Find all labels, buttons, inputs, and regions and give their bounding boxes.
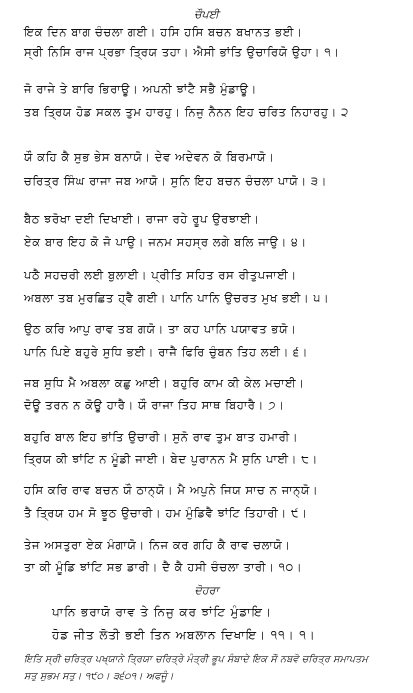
verse-2-line-2: ਤਬ ਤ੍ਰਿਯ ਹੋਡ ਸਕਲ ਤੁਮ ਹਾਰਹੁ। ਨਿਜੁ ਨੈਨਨ ਇਹ ਚਰਿਤ ਨਿਹਾਰਹੁ। ੨ — [24, 105, 349, 119]
dohra-line-2: ਹੋਡ ਜੀਤ ਲੋਤੀ ਭਈ ਤਿਨ ਅਬਲਾਨ ਦਿਖਾਇ। ੧੧। ੧। — [52, 628, 316, 642]
verse-10-line-2: ਤਾ ਕੀ ਮੂੰਡਿ ਝਾਂਟਿ ਸਭ ਡਾਰੀ। ਦੈ ਕੈ ਹਸੀ ਚੰਚਲਾ ਤਾਰੀ। ੧੦। — [24, 560, 303, 574]
verse-4-line-2: ਏਕ ਬਾਰ ਇਹ ਕੋ ਜੋ ਪਾਉ। ਜਨਮ ਸਹਸ੍ਰ ਲਗੇ ਬਲਿ ਜਾਉ। ੪। — [24, 235, 307, 249]
verse-7-line-2: ਦੋਊ ਤਰਨ ਨ ਕੋਊ ਹਾਰੈ। ਯੌ ਰਾਜਾ ਤਿਹ ਸਾਥ ਬਿਹਾਰੈ। ੭। — [24, 398, 285, 412]
verse-4-line-1: ਬੈਠ ਝਰੋਖਾ ਦਈ ਦਿਖਾਈ। ਰਾਜਾ ਰਹੇ ਰੂਪ ਉਰਝਾਈ। — [24, 212, 260, 226]
verse-5-line-2: ਅਬਲਾ ਤਬ ਮੁਰਛਿਤ ਹ੍ਵੈ ਗਈ। ਪਾਨਿ ਪਾਨਿ ਉਚਰਤ ਮੁਖ ਭਈ। ੫। — [24, 291, 330, 305]
verse-8-line-2: ਤ੍ਰਿਯ ਕੀ ਝਾਂਟਿ ਨ ਮੂੰਡੀ ਜਾਈ। ਬੇਦ ਪੁਰਾਨਨ ਮੈ ਸੁਨਿ ਪਾਈ। ੮। — [24, 452, 318, 466]
dohra-line-1: ਪਾਨਿ ਭਰਾਯੋ ਰਾਵ ਤੇ ਨਿਜੁ ਕਰ ਝਾਂਟਿ ਮੁੰਡਾਇ। — [52, 605, 272, 619]
dohra-heading: ਦੋਹਰਾ — [194, 584, 219, 597]
verse-9-line-1: ਹਸਿ ਕਰਿ ਰਾਵ ਬਚਨ ਯੌ ਠਾਨ੍ਯੋ। ਮੈ ਅਪੁਨੇ ਜਿਯ ਸਾਚ ਨ ਜਾਨ੍ਯੋ। — [24, 483, 319, 497]
verse-7-line-1: ਜਬ ਸੁਧਿ ਮੈ ਅਬਲਾ ਕਛੁ ਆਈ। ਬਹੁਰਿ ਕਾਮ ਕੀ ਕੇਲ ਮਚਾਈ। — [24, 376, 305, 390]
verse-9-line-2: ਤੈ ਤ੍ਰਿਯ ਹਮ ਸੋ ਝੂਠ ਉਚਾਰੀ। ਹਮ ਮੁੰਡਿਵੈ ਝਾਂਟਿ ਤਿਹਾਰੀ। ੯। — [24, 506, 308, 520]
verse-2-line-1: ਜੋ ਰਾਜੇ ਤੇ ਬਾਰਿ ਭਿਰਾਊ। ਅਪਨੀ ਝਾਂਟੈ ਸਭੈ ਮੁੰਡਾਊ। — [24, 82, 257, 96]
colophon-line-1: ਇਤਿ ਸ੍ਰੀ ਚਰਿਤ੍ਰ ਪਖ੍ਯਾਨੇ ਤ੍ਰਿਯਾ ਚਰਿਤ੍ਰੇ ਮੰਤ੍ਰੀ ਭੂਪ ਸੰਬਾਦੇ ਇਕ ਸੌ ਨਬਵੋ ਚਰਿਤ੍ਰ ਸਮਾਪਤਮ — [24, 654, 368, 665]
chaupai-heading: ਚੌਪਈ — [194, 8, 219, 21]
verse-3-line-1: ਯੌ ਕਹਿ ਕੈ ਸੁਭ ਭੇਸ ਬਨਾਯੋ। ਦੇਵ ਅਦੇਵਨ ਕੋ ਬਿਰਮਾਯੋ। — [24, 150, 275, 164]
verse-6-line-2: ਪਾਨਿ ਪਿਏ ਬਹੁਰੇ ਸੁਧਿ ਭਈ। ਰਾਜੈ ਫਿਰਿ ਚੁੰਬਨ ਤਿਹ ਲਈ। ੬। — [24, 345, 308, 359]
verse-10-line-1: ਤੇਜ ਅਸਤੁਰਾ ਏਕ ਮੰਗਾਯੋ। ਨਿਜ ਕਰ ਗਹਿ ਕੈ ਰਾਵ ਚਲਾਯੋ। — [24, 538, 291, 552]
verse-8-line-1: ਬਹੁਰਿ ਬਾਲ ਇਹ ਭਾਂਤਿ ਉਚਾਰੀ। ਸੁਨੋ ਰਾਵ ਤੁਮ ਬਾਤ ਹਮਾਰੀ। — [24, 430, 299, 444]
verse-5-line-1: ਪਠੈ ਸਹਚਰੀ ਲਈ ਬੁਲਾਈ। ਪ੍ਰੀਤਿ ਸਹਿਤ ਰਸ ਰੀਤੁਪਜਾਈ। — [24, 268, 297, 282]
verse-1-line-1: ਇਕ ਦਿਨ ਬਾਗ ਚੰਚਲਾ ਗਈ। ਹਸਿ ਹਸਿ ਬਚਨ ਬਖਾਨਤ ਭਈ। — [24, 25, 303, 39]
verse-3-line-2: ਚਰਿਤ੍ਰ ਸਿੰਘ ਰਾਜਾ ਜਬ ਆਯੋ। ਸੁਨਿ ਇਹ ਬਚਨ ਚੰਚਲਾ ਪਾਯੋ। ੩। — [24, 174, 328, 188]
verse-6-line-1: ਉਠ ਕਰਿ ਆਪੁ ਰਾਵ ਤਬ ਗਯੋ। ਤਾ ਕਹ ਪਾਨਿ ਪਯਾਵਤ ਭਯੋ। — [24, 322, 297, 336]
colophon-line-2: ਸਤੁ ਸੁਭਮ ਸਤੁ। ੧੯੦। ੩੬੦੧। ਅਫਜੂੰ। — [24, 671, 174, 682]
verse-1-line-2: ਸ੍ਰੀ ਨਿਸਿ ਰਾਜ ਪ੍ਰਭਾ ਤ੍ਰਿਯ ਤਹਾ। ਐਸੀ ਭਾਂਤਿ ਉਚਾਰਿਯੋ ਉਹਾ। ੧। — [24, 45, 340, 59]
